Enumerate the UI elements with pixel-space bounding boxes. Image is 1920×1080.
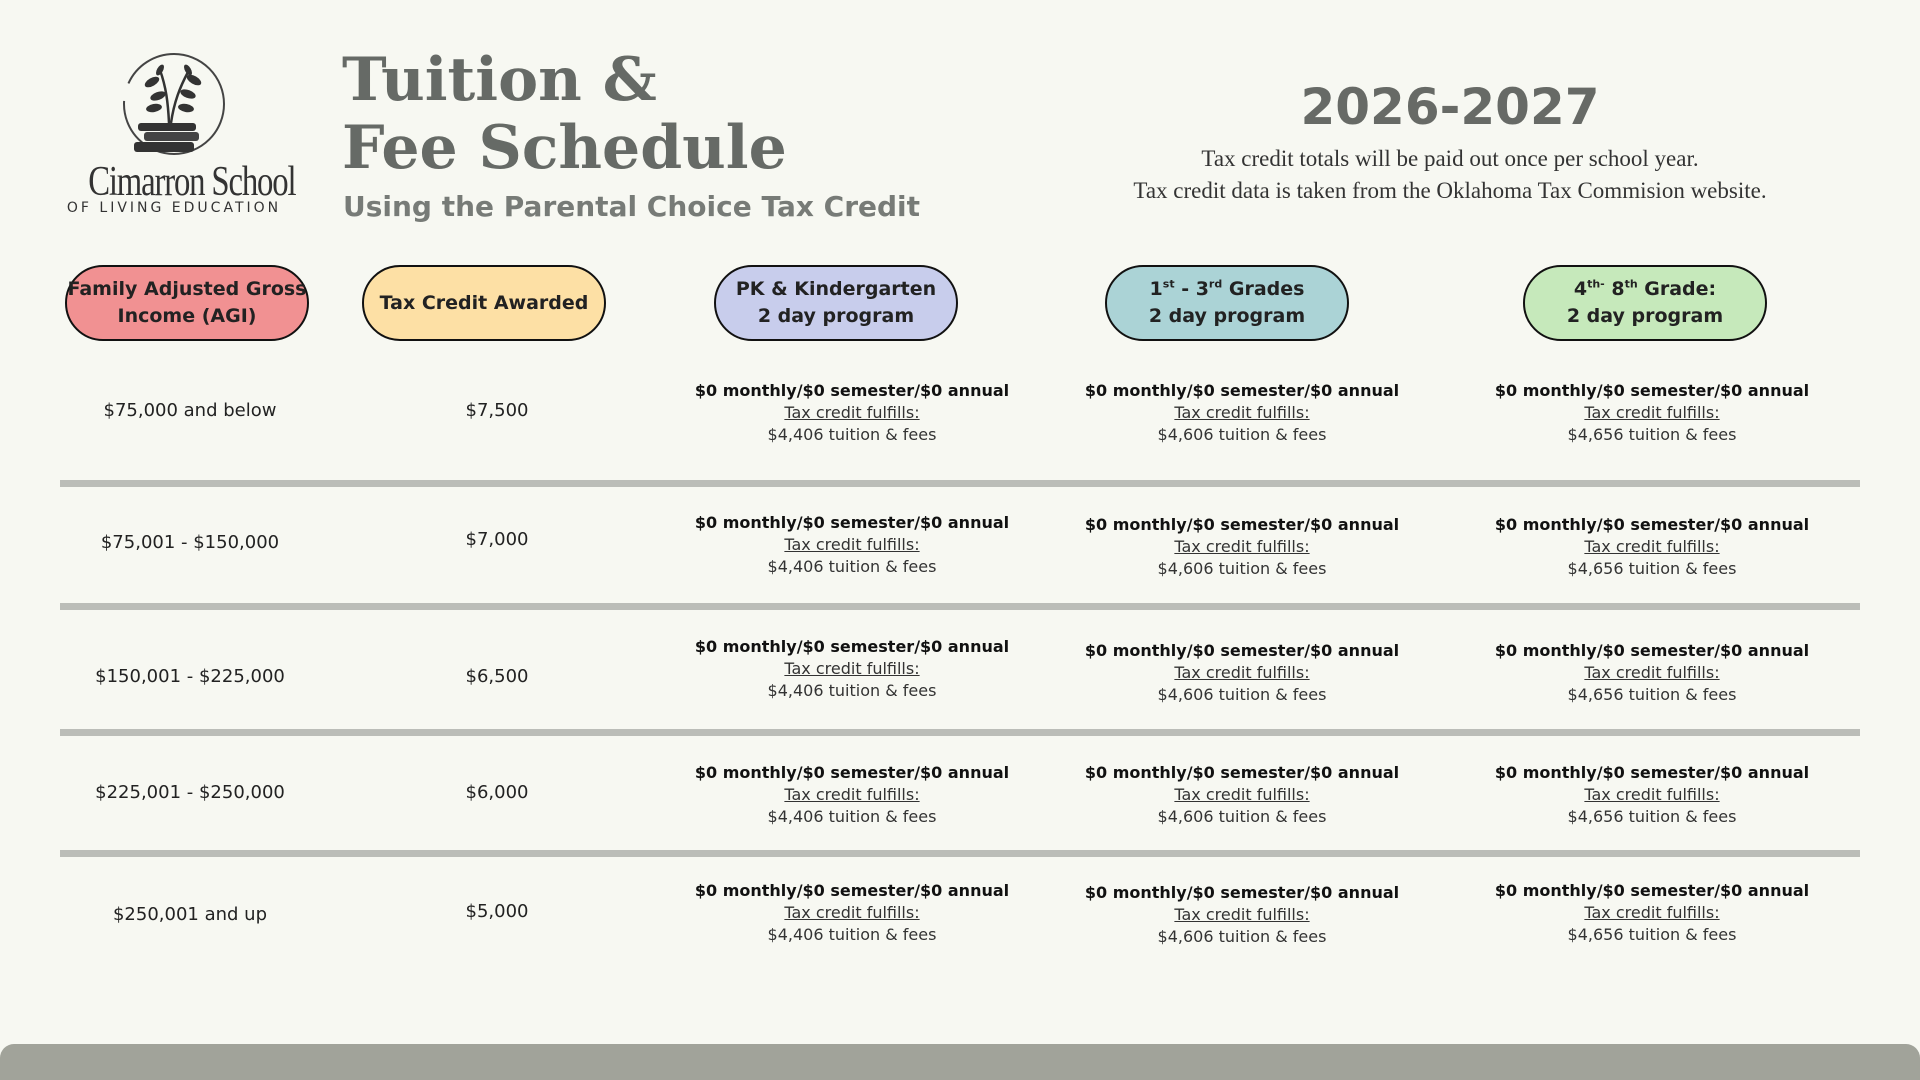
pk-amount: $0 monthly/$0 semester/$0 annual — [694, 381, 1010, 400]
header-g48-line2: 2 day program — [1566, 305, 1724, 327]
g48-amount: $0 monthly/$0 semester/$0 annual — [1494, 881, 1810, 900]
g48-tuition: $4,656 tuition & fees — [1567, 559, 1737, 578]
g13-fulfills: Tax credit fulfills: — [1174, 403, 1310, 422]
header-g13-post: Grades — [1222, 278, 1305, 300]
g48-cell — [1472, 762, 1832, 828]
footer-bar — [0, 1044, 1920, 1080]
pk-fulfills: Tax credit fulfills: — [784, 903, 920, 922]
header-g48-sup1: th- — [1587, 277, 1605, 291]
pk-cell — [672, 880, 1032, 946]
header-g13-mid: - 3 — [1174, 278, 1209, 300]
g48-cell — [1472, 880, 1832, 946]
g48-cell — [1472, 514, 1832, 580]
header-g13-line2: 2 day program — [1148, 305, 1306, 327]
header-g48-sup2: th — [1624, 277, 1638, 291]
header-g13-pre: 1 — [1149, 278, 1163, 300]
header-grades-1-3 — [1105, 265, 1349, 341]
pk-fulfills: Tax credit fulfills: — [784, 659, 920, 678]
header-g13-sup1: st — [1162, 277, 1175, 291]
title-line-2: Fee Schedule — [342, 113, 787, 183]
row-divider — [60, 480, 1860, 487]
credit-cell: $7,500 — [465, 400, 529, 421]
g13-cell — [1062, 514, 1422, 580]
agi-cell: $150,001 - $225,000 — [95, 666, 285, 687]
header-g13-sup2: rd — [1208, 277, 1223, 291]
g48-fulfills: Tax credit fulfills: — [1584, 785, 1720, 804]
pk-fulfills: Tax credit fulfills: — [784, 403, 920, 422]
row-divider — [60, 729, 1860, 736]
g13-tuition: $4,606 tuition & fees — [1157, 685, 1327, 704]
pk-fulfills: Tax credit fulfills: — [784, 535, 920, 554]
pk-amount: $0 monthly/$0 semester/$0 annual — [694, 881, 1010, 900]
header-g48-post: Grade: — [1637, 278, 1717, 300]
g48-amount: $0 monthly/$0 semester/$0 annual — [1494, 381, 1810, 400]
note-payout: Tax credit totals will be paid out once per school year. — [1201, 146, 1699, 171]
page-subtitle: Using the Parental Choice Tax Credit — [343, 190, 921, 223]
pk-cell — [672, 512, 1032, 578]
g13-cell — [1062, 762, 1422, 828]
g48-amount: $0 monthly/$0 semester/$0 annual — [1494, 641, 1810, 660]
g48-fulfills: Tax credit fulfills: — [1584, 403, 1720, 422]
g48-amount: $0 monthly/$0 semester/$0 annual — [1494, 763, 1810, 782]
g48-cell — [1472, 380, 1832, 446]
g13-tuition: $4,606 tuition & fees — [1157, 927, 1327, 946]
header-grades-4-8 — [1523, 265, 1767, 341]
g48-tuition: $4,656 tuition & fees — [1567, 685, 1737, 704]
school-logo — [64, 52, 296, 222]
header-pk-line1: PK & Kindergarten — [735, 278, 937, 300]
note-source: Tax credit data is taken from the Oklahoma Tax Commision website. — [1133, 178, 1767, 203]
school-year: 2026-2027 — [1300, 78, 1600, 136]
pk-amount: $0 monthly/$0 semester/$0 annual — [694, 513, 1010, 532]
header-tax-credit — [362, 265, 606, 341]
g13-amount: $0 monthly/$0 semester/$0 annual — [1084, 381, 1400, 400]
row-divider — [60, 850, 1860, 857]
g48-fulfills: Tax credit fulfills: — [1584, 663, 1720, 682]
agi-cell: $75,001 - $150,000 — [100, 532, 280, 553]
g48-fulfills: Tax credit fulfills: — [1584, 903, 1720, 922]
g13-fulfills: Tax credit fulfills: — [1174, 785, 1310, 804]
header-agi-line2: Income (AGI) — [117, 305, 257, 327]
row-divider — [60, 603, 1860, 610]
pk-amount: $0 monthly/$0 semester/$0 annual — [694, 763, 1010, 782]
pk-tuition: $4,406 tuition & fees — [767, 557, 937, 576]
g48-cell — [1472, 640, 1832, 706]
plant-books-icon — [114, 52, 234, 162]
g13-cell — [1062, 380, 1422, 446]
g13-fulfills: Tax credit fulfills: — [1174, 905, 1310, 924]
credit-cell: $5,000 — [465, 901, 529, 922]
header-tax-credit-label: Tax Credit Awarded — [379, 291, 589, 314]
header-pk-kindergarten — [714, 265, 958, 341]
g13-cell — [1062, 882, 1422, 948]
header-g48-mid: 8 — [1604, 278, 1625, 300]
credit-cell: $7,000 — [465, 529, 529, 550]
g13-amount: $0 monthly/$0 semester/$0 annual — [1084, 883, 1400, 902]
header-agi — [65, 265, 309, 341]
pk-tuition: $4,406 tuition & fees — [767, 425, 937, 444]
title-line-1: Tuition & — [342, 45, 657, 115]
g13-tuition: $4,606 tuition & fees — [1157, 807, 1327, 826]
header-pk-line2: 2 day program — [757, 305, 915, 327]
g13-amount: $0 monthly/$0 semester/$0 annual — [1084, 641, 1400, 660]
logo-tagline: OF LIVING EDUCATION — [66, 200, 282, 216]
logo-name: Cimarron School — [88, 159, 296, 205]
pk-cell — [672, 380, 1032, 446]
page-title — [342, 46, 787, 182]
g13-cell — [1062, 640, 1422, 706]
pk-tuition: $4,406 tuition & fees — [767, 807, 937, 826]
g48-tuition: $4,656 tuition & fees — [1567, 807, 1737, 826]
g13-tuition: $4,606 tuition & fees — [1157, 425, 1327, 444]
agi-cell: $75,000 and below — [103, 400, 277, 421]
g13-tuition: $4,606 tuition & fees — [1157, 559, 1327, 578]
header-g48-pre: 4 — [1573, 278, 1588, 300]
pk-amount: $0 monthly/$0 semester/$0 annual — [694, 637, 1010, 656]
credit-cell: $6,000 — [465, 782, 529, 803]
credit-cell: $6,500 — [465, 666, 529, 687]
agi-cell: $250,001 and up — [112, 904, 268, 925]
pk-tuition: $4,406 tuition & fees — [767, 925, 937, 944]
g48-tuition: $4,656 tuition & fees — [1567, 925, 1737, 944]
agi-cell: $225,001 - $250,000 — [95, 782, 285, 803]
pk-tuition: $4,406 tuition & fees — [767, 681, 937, 700]
g13-amount: $0 monthly/$0 semester/$0 annual — [1084, 515, 1400, 534]
g48-amount: $0 monthly/$0 semester/$0 annual — [1494, 515, 1810, 534]
header-agi-line1: Family Adjusted Gross — [67, 278, 307, 300]
g13-fulfills: Tax credit fulfills: — [1174, 537, 1310, 556]
g13-amount: $0 monthly/$0 semester/$0 annual — [1084, 763, 1400, 782]
pk-fulfills: Tax credit fulfills: — [784, 785, 920, 804]
g48-tuition: $4,656 tuition & fees — [1567, 425, 1737, 444]
pk-cell — [672, 762, 1032, 828]
pk-cell — [672, 636, 1032, 702]
g48-fulfills: Tax credit fulfills: — [1584, 537, 1720, 556]
g13-fulfills: Tax credit fulfills: — [1174, 663, 1310, 682]
